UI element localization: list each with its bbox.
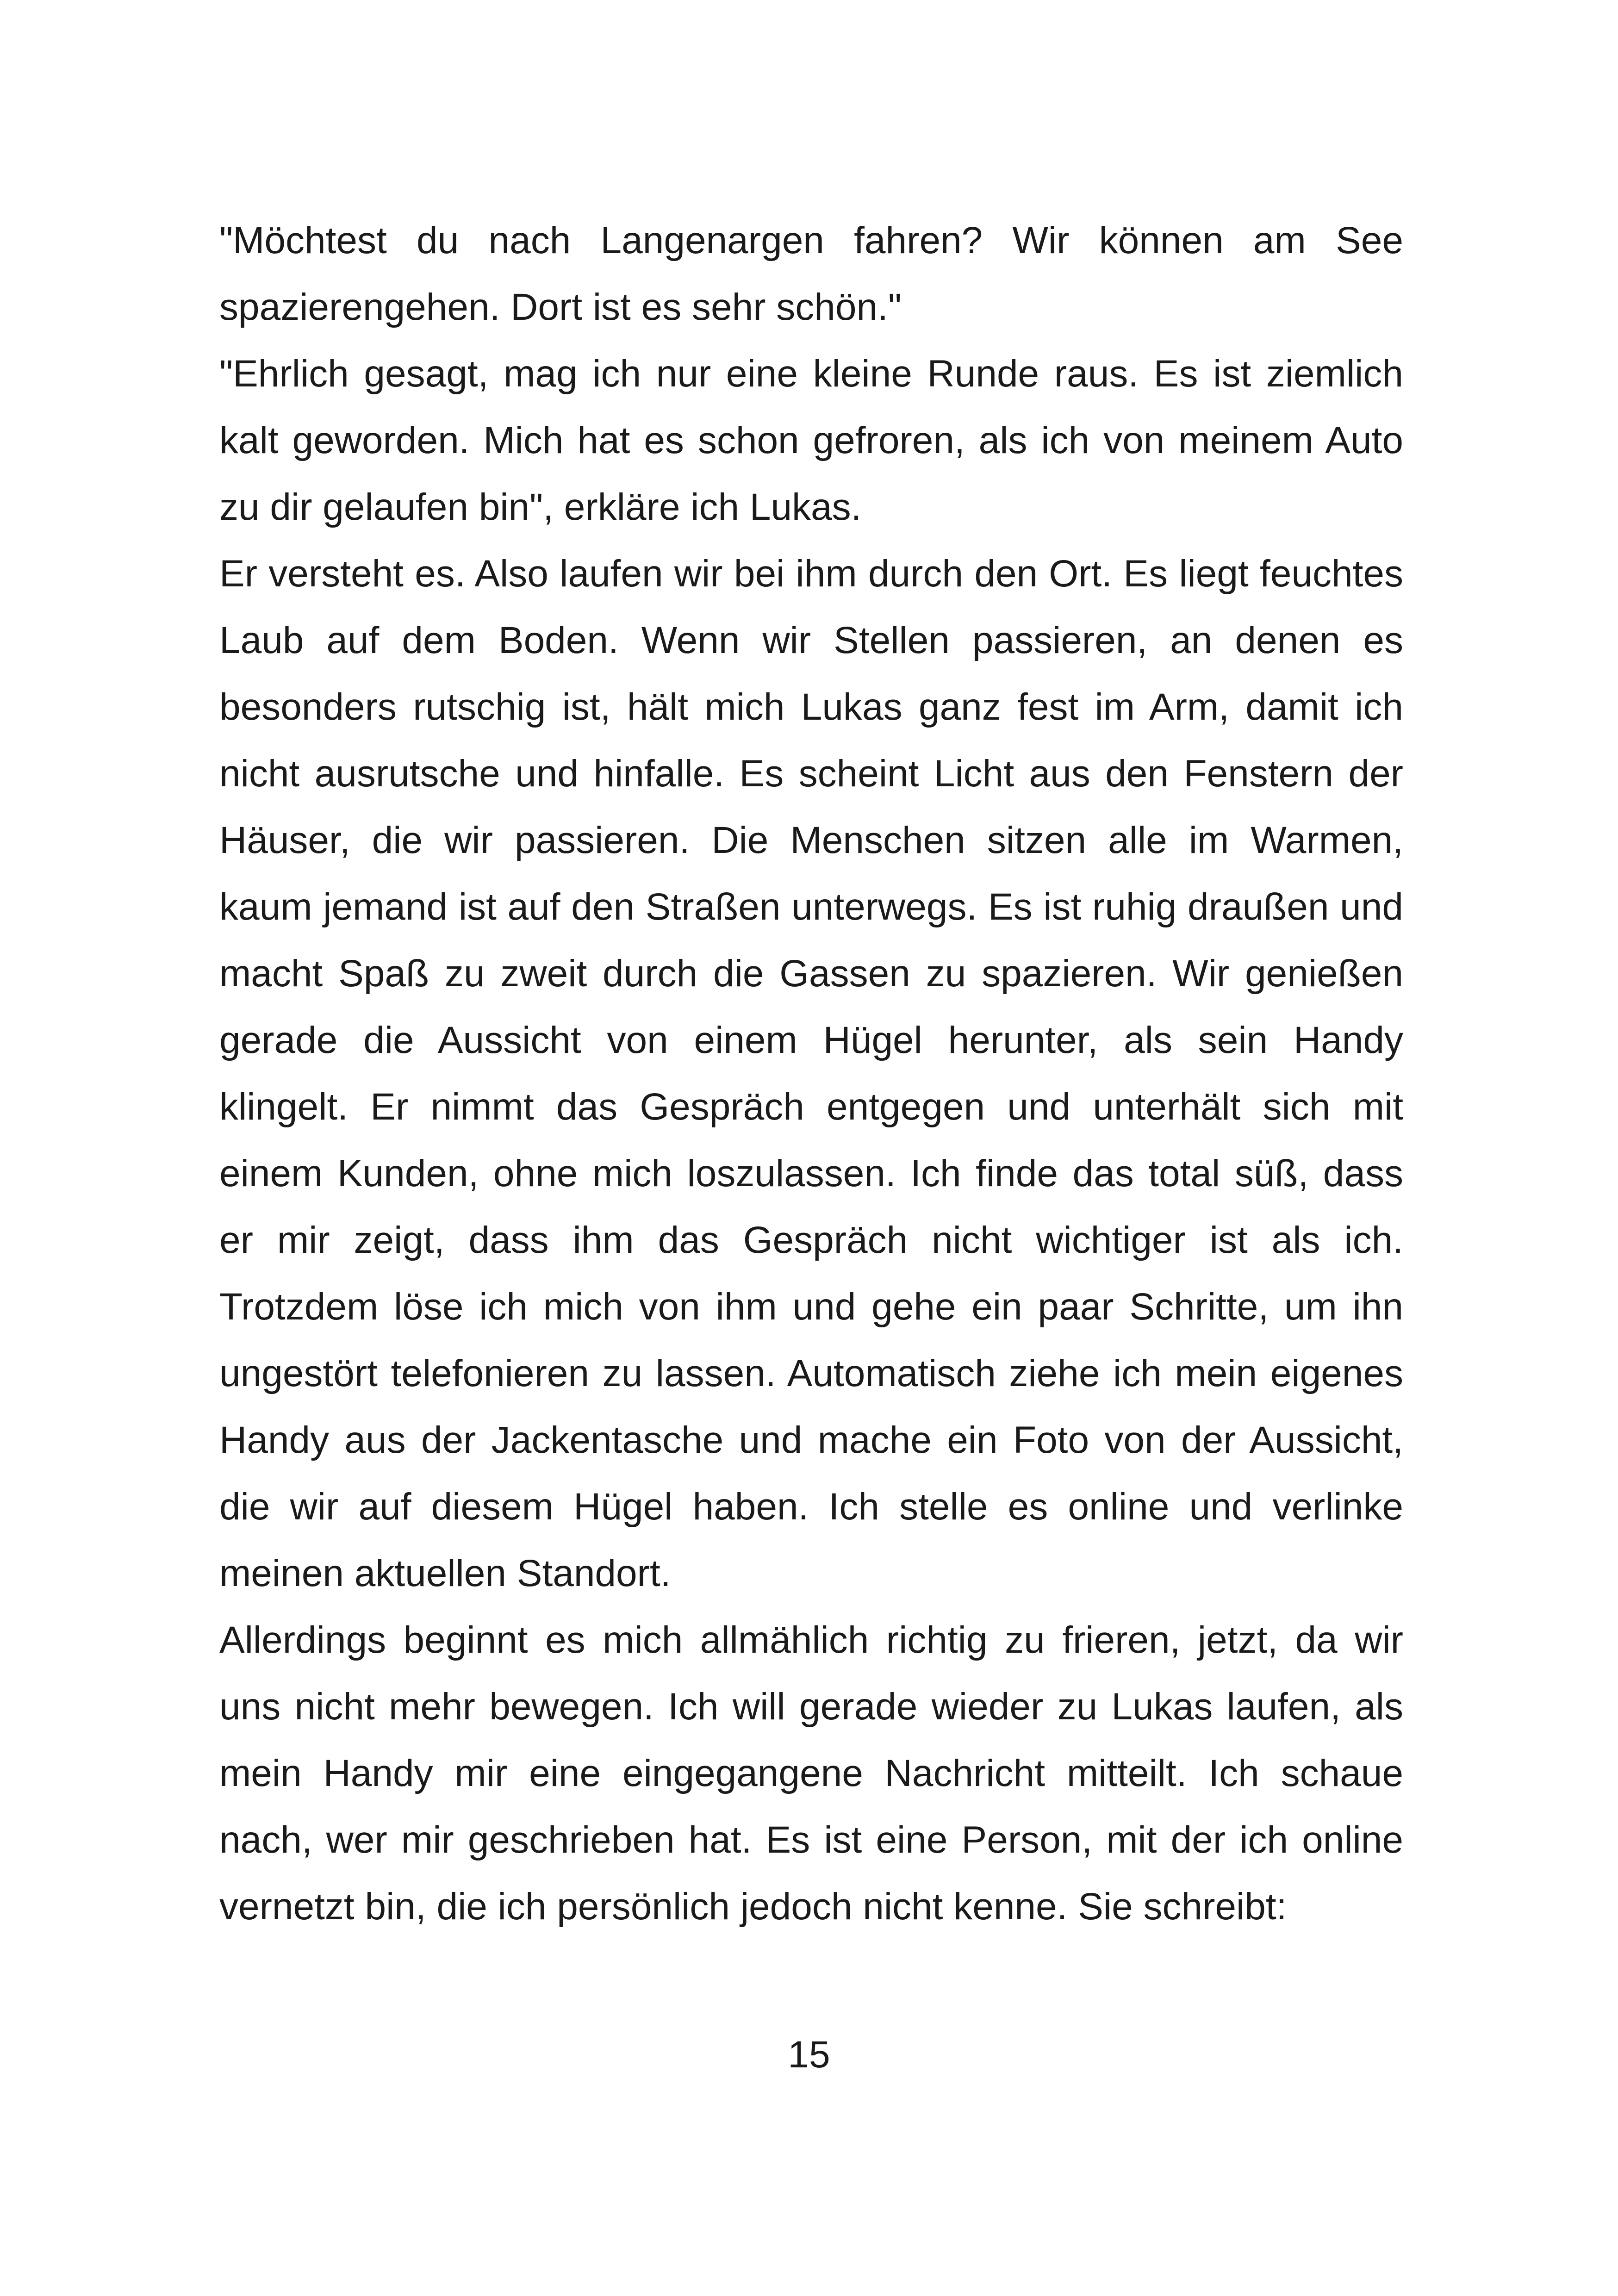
paragraph: "Ehrlich gesagt, mag ich nur eine kleine Runde raus. Es ist ziemlich kalt geworden. Mich hat es schon gefroren, als ich von meinem Auto zu dir gelaufen bin", erkläre ich Lukas.	[219, 353, 1403, 528]
paragraph: Allerdings beginnt es mich allmählich richtig zu frieren, jetzt, da wir uns nicht mehr bewegen. Ich will gerade wieder zu Lukas laufen, als mein Handy mir eine eingegangene Nachricht mitteilt. Ich schaue nach, wer mir geschrieben hat. Es ist eine Person, mit der ich online vernetzt bin, die ich persönlich jedoch nicht kenne. Sie schreibt:	[219, 1619, 1403, 1928]
paragraph: Er versteht es. Also laufen wir bei ihm durch den Ort. Es liegt feuchtes Laub auf dem Boden. Wenn wir Stellen passieren, an denen es besonders rutschig ist, hält mich Lukas ganz fest im Arm, damit ich nicht ausrutsche und hinfalle. Es scheint Licht aus den Fenstern der Häuser, die wir passieren. Die Menschen sitzen alle im Warmen, kaum jemand ist auf den Straßen unterwegs. Es ist ruhig draußen und macht Spaß zu zweit durch die Gassen zu spazieren. Wir genießen gerade die Aussicht von einem Hügel herunter, als sein Handy klingelt. Er nimmt das Gespräch entgegen und unterhält sich mit einem Kunden, ohne mich loszulassen. Ich finde das total süß, dass er mir zeigt, dass ihm das Gespräch nicht wichtiger ist als ich. Trotzdem löse ich mich von ihm und gehe ein paar Schritte, um ihn ungestört telefonieren zu lassen. Automatisch ziehe ich mein eigenes Handy aus der Jackentasche und mache ein Foto von der Aussicht, die wir auf diesem Hügel haben. Ich stelle es online und verlinke meinen aktuellen Standort.	[219, 553, 1403, 1594]
paragraph: "Möchtest du nach Langenargen fahren? Wir können am See spazierengehen. Dort ist es sehr schön."	[219, 219, 1403, 328]
page-number: 15	[788, 2034, 830, 2076]
body-text	[219, 207, 1403, 1940]
